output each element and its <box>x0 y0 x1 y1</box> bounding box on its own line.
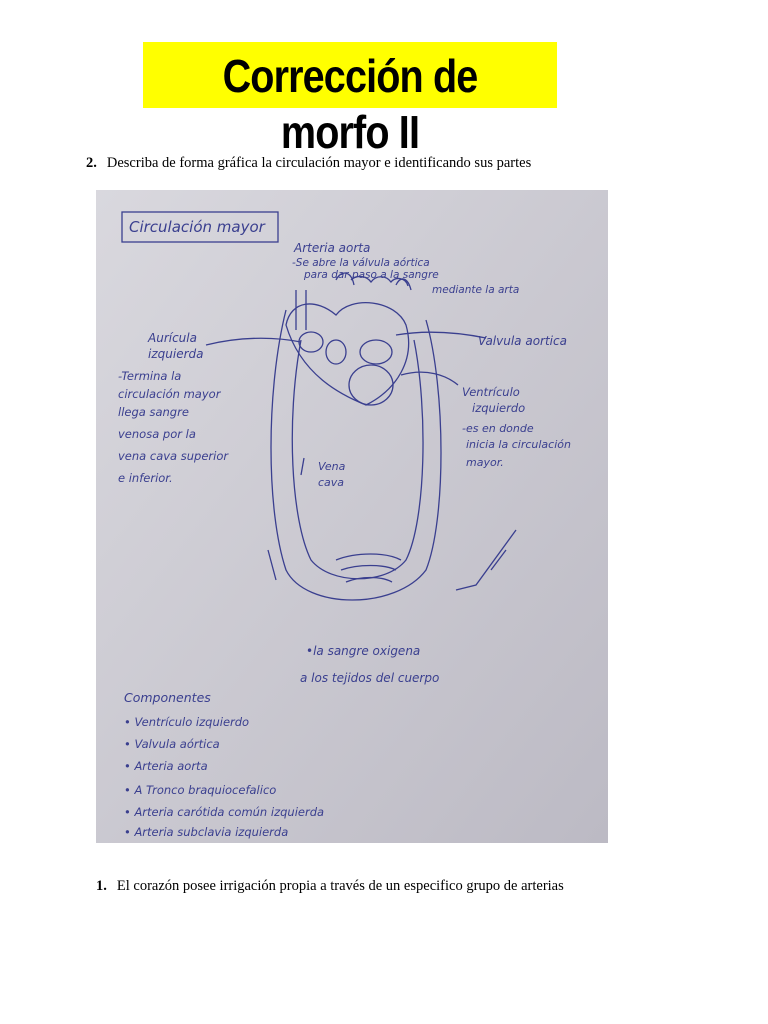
page-title: Corrección de morfo II <box>222 50 478 158</box>
handwritten-diagram-photo <box>96 190 608 843</box>
aorta-line: mediante la arta <box>432 284 520 296</box>
auricula-line: e inferior. <box>118 471 173 485</box>
sangre-line: a los tejidos del cuerpo <box>300 671 440 685</box>
heading-text: Circulación mayor <box>129 218 265 236</box>
valvula-label: Valvula aortica <box>478 334 567 348</box>
aorta-line: -Se abre la válvula aórtica <box>292 257 430 269</box>
auricula-line: -Termina la <box>118 369 182 383</box>
componentes-title: Componentes <box>124 690 211 705</box>
auricula-line: venosa por la <box>118 427 196 441</box>
vena-cava-label: cava <box>318 476 345 489</box>
auricula-title: izquierda <box>148 347 204 361</box>
ventriculo-line: inicia la circulación <box>466 438 571 451</box>
vena-cava-label: Vena <box>318 460 346 473</box>
auricula-title: Aurícula <box>148 331 197 345</box>
ventriculo-title: izquierdo <box>472 401 526 415</box>
auricula-line: vena cava superior <box>118 449 229 463</box>
ventriculo-title: Ventrículo <box>462 385 520 399</box>
componentes-item: • Arteria aorta <box>124 759 208 773</box>
aorta-title: Arteria aorta <box>294 241 371 255</box>
ventriculo-line: mayor. <box>466 456 504 469</box>
question-text: El corazón posee irrigación propia a través de un especifico grupo de arterias <box>116 878 564 894</box>
question-number: 2. <box>86 155 97 171</box>
question-2 <box>86 155 531 172</box>
diagram-drawing <box>96 190 608 843</box>
componentes-item: • Valvula aórtica <box>124 737 220 751</box>
componentes-item: • Arteria carótida común izquierda <box>124 805 325 819</box>
auricula-line: circulación mayor <box>118 387 221 401</box>
auricula-line: llega sangre <box>118 405 189 419</box>
componentes-item: • Ventrículo izquierdo <box>124 715 250 729</box>
sangre-line: •la sangre oxigena <box>306 644 421 658</box>
question-1 <box>96 878 564 895</box>
ventriculo-line: -es en donde <box>462 422 534 435</box>
title-highlight <box>143 42 557 158</box>
question-number: 1. <box>96 878 107 894</box>
question-text: Describa de forma gráfica la circulación mayor e identificando sus partes <box>106 155 532 171</box>
aorta-line: para dar paso a la sangre <box>304 269 439 281</box>
componentes-item: • Arteria subclavia izquierda <box>124 825 289 839</box>
componentes-item: • A Tronco braquiocefalico <box>124 783 277 797</box>
